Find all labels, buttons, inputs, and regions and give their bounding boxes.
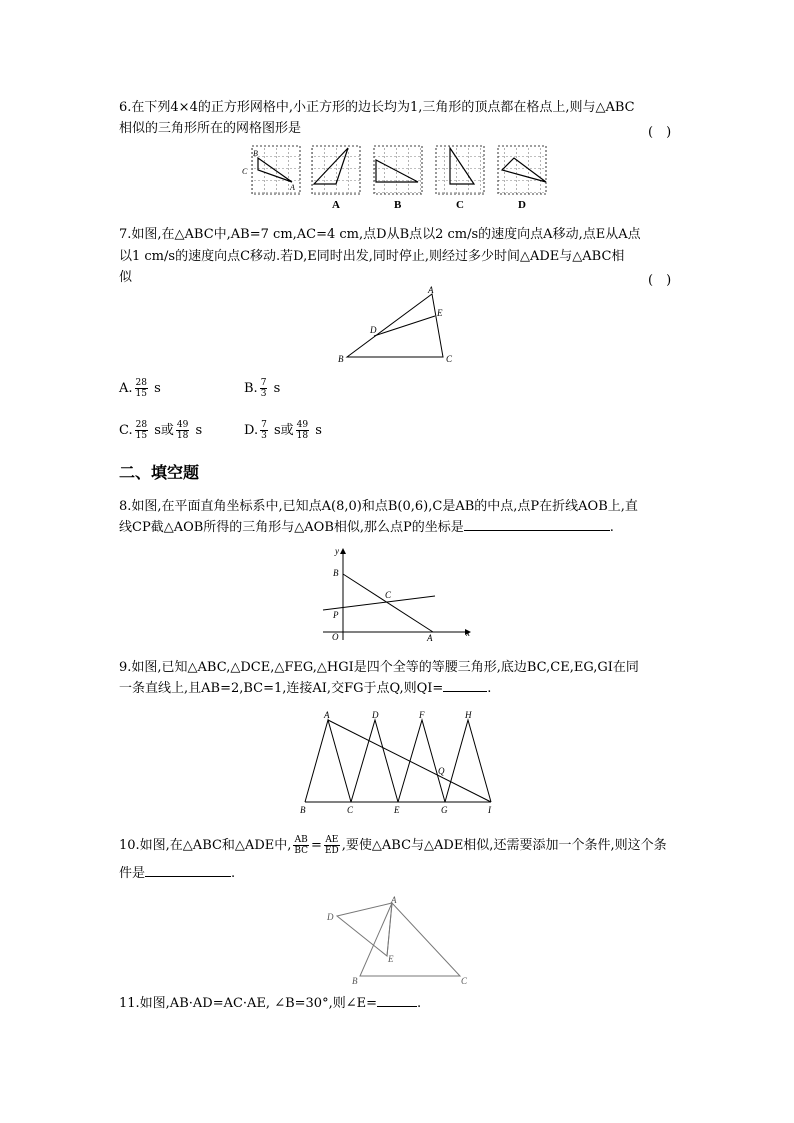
q9-label-Q: Q (438, 766, 445, 776)
q6-option-c-grid (436, 146, 484, 211)
q7-label-E: E (437, 308, 443, 318)
q8-label-P: P (333, 610, 339, 620)
q8-answer-blank[interactable] (464, 518, 610, 531)
q10-triangle-figure (320, 890, 480, 990)
q10-answer-blank[interactable] (145, 864, 231, 877)
q9-label-B: B (300, 805, 306, 815)
q6-line1: 6.在下列4×4的正方形网格中,小正方形的边长均为1,三角形的顶点都在格点上,则与△ABC (119, 100, 635, 115)
q9-answer-blank[interactable] (443, 679, 487, 692)
q6-option-a-grid (312, 146, 360, 211)
q7-label-B: B (338, 354, 344, 364)
q6-label-B: B (253, 149, 258, 158)
q10-label-A: A (391, 895, 397, 905)
q10-line2: 件是 . (119, 866, 236, 881)
q9-label-I: I (488, 805, 491, 815)
q6-option-c-label: C (456, 199, 464, 211)
q7-choice-b: B. $\frac{7}{3}$ s (244, 378, 281, 399)
q7-line3: 似 (119, 270, 133, 285)
q9-line1: 9.如图,已知△ABC,△DCE,△FEG,△HGI是四个全等的等腰三角形,底边BC,CE,EG,GI在同 (119, 660, 639, 675)
q8-label-y: y (335, 546, 339, 556)
q10-label-B: B (352, 976, 358, 986)
q9-label-A: A (324, 710, 330, 720)
q9-label-H: H (465, 710, 472, 720)
q9-label-E: E (394, 805, 400, 815)
q6-answer-paren: ( ) (648, 125, 672, 140)
q6-grid-figures (240, 144, 550, 214)
q6-label-A: A (290, 183, 295, 192)
q9-label-F: F (419, 710, 425, 720)
q8-coordinate-figure (315, 544, 480, 644)
q7-label-A: A (428, 285, 434, 295)
q6-option-b-label: B (394, 199, 402, 211)
q9-label-G: G (441, 805, 448, 815)
q9-label-D: D (372, 710, 379, 720)
q9-label-C: C (347, 805, 354, 815)
q6-option-d-grid (498, 146, 546, 211)
q7-choice-d: D. $\frac{7}{3}$ s或 $\frac{49}{18}$ s (244, 420, 322, 441)
q10-label-E: E (388, 954, 394, 964)
q7-triangle-figure (330, 284, 470, 370)
q11-line1: 11.如图,AB·AD=AC·AE, ∠B=30°,则∠E= . (119, 996, 422, 1011)
q10-line1: 10.如图,在△ABC和△ADE中, $\frac{AB}{BC}$ = $\frac{AE}{ED}$ ,要使△ABC与△ADE相似,还需要添加一个条件,则这个条 (119, 835, 667, 856)
q7-answer-paren: ( ) (648, 273, 672, 288)
q7-line1: 7.如图,在△ABC中,AB=7 cm,AC=4 cm,点D从B点以2 cm/s的速度向点A移动,点E从A点 (119, 227, 641, 242)
q11-answer-blank[interactable] (377, 994, 417, 1007)
q8-label-x: x (466, 628, 470, 638)
q9-triangles-figure (295, 707, 505, 817)
q7-line2: 以1 cm/s的速度向点C移动.若D,E同时出发,同时停止,则经过多少时间△ADE与△ABC相 (119, 249, 625, 264)
q7-label-D: D (370, 325, 377, 335)
q8-label-B: B (333, 568, 339, 578)
q8-line1: 8.如图,在平面直角坐标系中,已知点A(8,0)和点B(0,6),C是AB的中点,点P在折线AOB上,直 (119, 499, 638, 514)
q8-line2: 线CP截△AOB所得的三角形与△AOB相似,那么点P的坐标是 . (119, 520, 614, 535)
q7-choice-a: A. $\frac{28}{15}$ s (119, 378, 161, 399)
q6-line2: 相似的三角形所在的网格图形是 (119, 121, 302, 136)
q6-reference-grid (242, 146, 300, 194)
q10-label-C: C (461, 976, 468, 986)
q6-option-b-grid (374, 146, 422, 211)
q9-line2: 一条直线上,且AB=2,BC=1,连接AI,交FG于点Q,则QI= . (119, 681, 492, 696)
q10-label-D: D (327, 912, 334, 922)
q7-label-C: C (446, 354, 453, 364)
q6-option-a-label: A (332, 199, 340, 211)
q7-choice-c: C. $\frac{28}{15}$ s或 $\frac{49}{18}$ s (119, 420, 203, 441)
q8-label-A: A (427, 633, 433, 643)
q8-label-O: O (332, 632, 339, 642)
q6-label-C: C (242, 167, 248, 176)
section-title-fill-in: 二、填空题 (119, 463, 200, 482)
q8-label-C: C (385, 590, 392, 600)
q6-option-d-label: D (518, 199, 526, 211)
